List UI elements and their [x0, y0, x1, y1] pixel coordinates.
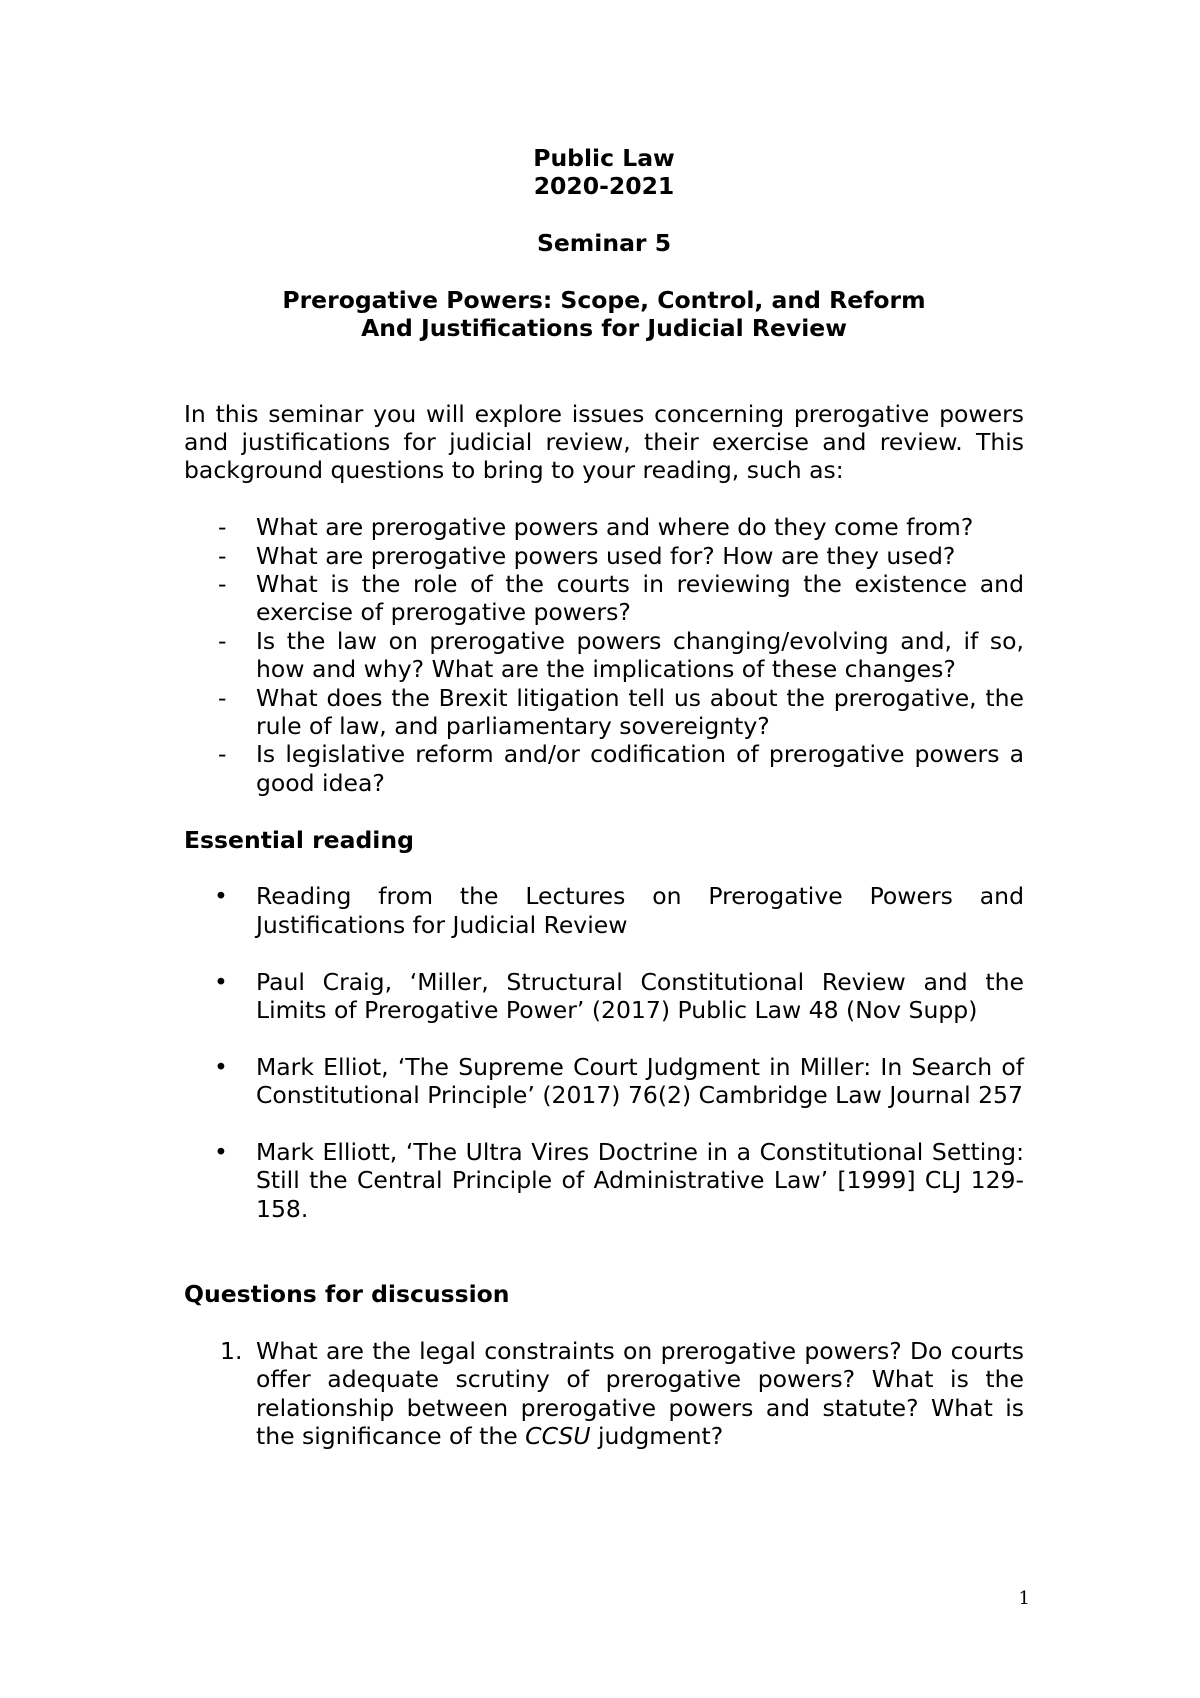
academic-year: 2020-2021 — [533, 172, 675, 201]
document-header — [184, 144, 1024, 343]
seminar-title-line1: Prerogative Powers: Scope, Control, and Reform — [282, 286, 926, 314]
list-item: - What are prerogative powers used for? How are they used? — [218, 541, 956, 570]
reading-questions-list — [184, 513, 1024, 797]
essential-reading-list — [184, 882, 1024, 1223]
page-number: 1 — [1018, 1588, 1030, 1609]
intro-paragraph: In this seminar you will explore issues concerning prerogative powers and justifications for judicial review, their exercise and review. This background questions to bring to your reading, such as: — [184, 399, 1024, 485]
reading-item: • Mark Elliott, ‘The Ultra Vires Doctrine in a Constitutional Setting: Still the Central Principle of Administrative Law’ [1999] CLJ 129-158. — [214, 1138, 1024, 1223]
course-title: Public Law — [533, 144, 675, 172]
case-name: CCSU — [525, 1422, 591, 1451]
essential-reading-heading: Essential reading — [184, 825, 414, 854]
discussion-heading: Questions for discussion — [184, 1280, 510, 1309]
discussion-question: 1. What are the legal constraints on prerogative powers? Do courts offer adequate scrutiny of prerogative powers? What is the relationship between prerogative powers and statute? What is the significance of the CCSU judgment? — [220, 1336, 1024, 1451]
reading-item: • Paul Craig, ‘Miller, Structural Constitutional Review and the Limits of Prerogative Power’ (2017) Public Law 48 (Nov Supp) — [214, 967, 1024, 1025]
list-item: - Is legislative reform and/or codification of prerogative powers a good idea? — [218, 740, 1024, 797]
reading-item: • Reading from the Lectures on Prerogative Powers and Justifications for Judicial Review — [214, 882, 1024, 939]
list-item: - What are prerogative powers and where do they come from? — [218, 513, 974, 542]
document-body — [184, 144, 1024, 1451]
discussion-questions-list — [184, 1337, 1024, 1451]
list-item: - What is the role of the courts in reviewing the existence and exercise of prerogative powers? — [218, 570, 1024, 627]
seminar-number: Seminar 5 — [536, 229, 672, 258]
list-item: - What does the Brexit litigation tell us about the prerogative, the rule of law, and parliamentary sovereignty? — [218, 683, 1024, 741]
reading-item: • Mark Elliot, ‘The Supreme Court Judgment in Miller: In Search of Constitutional Principle’ (2017) 76(2) Cambridge Law Journal 257 — [214, 1052, 1024, 1110]
seminar-title-line2: And Justifications for Judicial Review — [361, 314, 847, 343]
list-item: - Is the law on prerogative powers changing/evolving and, if so, how and why? What are the implications of these changes? — [218, 626, 1024, 684]
